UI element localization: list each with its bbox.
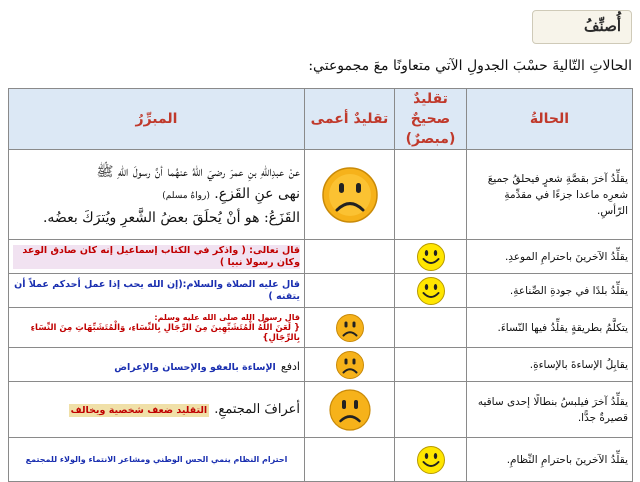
happy-face-icon (416, 276, 446, 306)
correct-cell (395, 308, 467, 348)
justification-cell (9, 240, 305, 274)
justification-cell (9, 382, 305, 438)
table-row (9, 308, 633, 348)
blind-cell (305, 438, 395, 482)
happy-face-icon (416, 445, 446, 475)
header-justification: المبرِّرُ (9, 89, 305, 150)
justification-cell (9, 308, 305, 348)
classification-table (8, 88, 633, 482)
blind-cell (305, 274, 395, 308)
sad-face-icon (335, 350, 365, 380)
table-row (9, 274, 633, 308)
sad-face-icon (328, 388, 372, 432)
correct-cell (395, 438, 467, 482)
sad-face-icon (335, 313, 365, 343)
hadith-text: قال عليه الصلاة والسلام:(إن الله يحب إذا عمل أحدكم عملاً أن يتقنه ) (14, 278, 300, 302)
hadith-source: (رواهُ مسلم) (162, 190, 210, 201)
hadith-line: عنْ عبدِاللهِ بنِ عمرَ رضيَ اللهُ عنهُما أنَّ رسولَ اللهِ ﷺ (96, 163, 300, 180)
blind-cell (305, 382, 395, 438)
header-blind: تقليدٌ أعمى (305, 89, 395, 150)
header-correct (395, 89, 467, 150)
justification-cell (9, 438, 305, 482)
hadith-intro: قال رسول الله صلى الله عليه وسلم: (154, 312, 300, 322)
blind-cell (305, 150, 395, 240)
correct-cell (395, 348, 467, 382)
justification-cell (9, 348, 305, 382)
table-row (9, 438, 633, 482)
case-cell: يقلِّدُ الآخرينَ باحترامِ الموعدِ. (467, 240, 633, 274)
header-case: الحالةُ (467, 89, 633, 150)
justification-text: أعرافَ المجتمعِ. (214, 402, 300, 417)
justification-text: الإساءة بالعفو والإحسان والإعراض (114, 362, 276, 373)
blind-cell (305, 240, 395, 274)
instructions: الحالاتِ التّاليةَ حسْبَ الجدولِ الآتي متعاونًا معَ مجموعتي: (308, 58, 632, 74)
case-cell: يتكلَّمُ بطريقةٍ يقلِّدُ فيها النّساءَ. (467, 308, 633, 348)
hadith-text: نهى عنِ القَزعِ. (214, 185, 300, 202)
table-row (9, 150, 633, 240)
header-row (9, 89, 633, 150)
quran-verse: قال تعالى: ( واذكر في الكتاب إسماعيل إنه كان صادق الوعد وكان رسولا نبيا ) (13, 245, 300, 269)
correct-cell (395, 240, 467, 274)
blind-cell (305, 348, 395, 382)
definition-line: القَزَعُ: هو أنْ يُحلَقَ بعضُ الشَّعرِ ويُترَكَ بعضُه. (42, 209, 300, 226)
case-cell: يقلِّدُ بلدًا في جودةِ الصِّناعةِ. (467, 274, 633, 308)
hadith-line (13, 183, 300, 207)
case-cell: يقلِّدُ الآخرينَ باحترامِ النِّظامِ. (467, 438, 633, 482)
justification-cell (9, 150, 305, 240)
header-correct-line2: (مبصرٌ) (405, 131, 456, 147)
blind-cell (305, 308, 395, 348)
activity-tag: أُصنِّفُ (532, 10, 632, 44)
justification-text: احترام النظام ينمي الحس الوطني ومشاعر الانتماء والولاء للمجتمع (25, 454, 288, 464)
header-correct-line1: تقليدٌ صحيحٌ (410, 91, 451, 127)
happy-face-icon (416, 242, 446, 272)
correct-cell (395, 274, 467, 308)
case-cell: يقلِّدُ آخرَ بقصَّةِ شعرٍ فيحلقُ جميعَ شعرِه ماعدا جزءًا في مقدِّمةِ الرّأسِ. (467, 150, 633, 240)
case-cell: يقلِّدُ آخرَ فيلبسُ بنطالًا إحدى ساقيه قصيرةٌ جدًّا. (467, 382, 633, 438)
sad-face-icon (320, 165, 380, 225)
hadith-text: { لَعَنَ اللَّهُ الْمُتَشَبِّهِينَ مِنَ الرِّجَالِ بِالنِّسَاءِ، وَالْمُتَشَبِّهَاتِ مِنَ النِّسَاءِ بِالرِّجَالِ} (30, 322, 300, 343)
table-row (9, 348, 633, 382)
correct-cell (395, 382, 467, 438)
table-row (9, 240, 633, 274)
justification-prefix: ادفع (280, 360, 300, 373)
correct-cell (395, 150, 467, 240)
justification-cell (9, 274, 305, 308)
justification-highlight: التقليد ضعف شخصية ويخالف (70, 405, 208, 416)
table-row (9, 382, 633, 438)
case-cell: يقابِلُ الإساءةَ بالإساءةِ. (467, 348, 633, 382)
